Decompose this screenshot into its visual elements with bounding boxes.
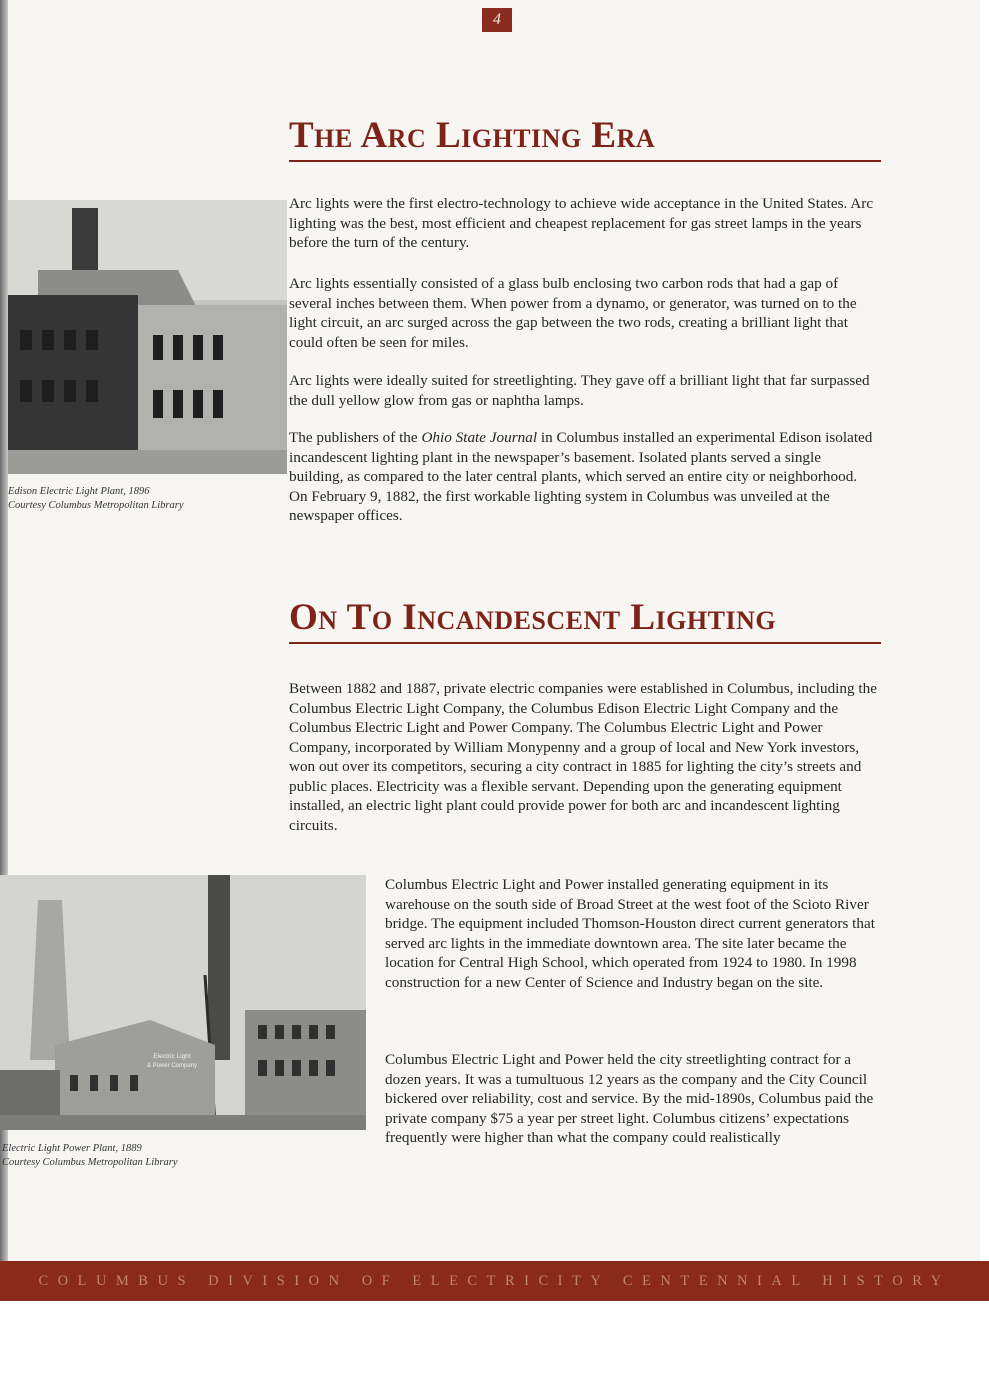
section-title-incandescent: On To Incandescent Lighting: [289, 598, 881, 644]
bottom-margin: [0, 1301, 989, 1390]
plant-sign-line2: & Power Company: [146, 1063, 198, 1069]
power-plant-image: [0, 875, 366, 1130]
newspaper-title: Ohio State Journal: [421, 429, 538, 446]
paragraph-private-companies: Between 1882 and 1887, private electric companies were established in Columbus, including the Columbus Electric Light Company, the Columbus Edison Electric Light Company and the Columbus Electric Light and Power Company. The Columbus Electric Light and Power Company, incorporated by William Monypenny and a group of local and New York investors, won out over its competitors, securing a city contract in 1885 for lighting the city’s streets and public places. Electricity was a flexible servant. Depending upon the generating equipment installed, an electric light plant could provide power for both arc and incandescent lighting circuits.: [289, 680, 877, 834]
caption-title: Electric Light Power Plant, 1889: [2, 1143, 142, 1154]
caption-credit: Courtesy Columbus Metropolitan Library: [8, 500, 184, 511]
paragraph-ohio-state-journal: [289, 428, 879, 526]
page-number: 4: [482, 8, 512, 32]
paragraph-streetlighting-contract: Columbus Electric Light and Power held the city streetlighting contract for a dozen years. It was a tumultuous 12 years as the company and the City Council bickered over reliability, cost and service. By the mid-1890s, Columbus paid the private company $75 a year per street light. Columbus citizens’ expectations frequently were higher than what the company could realistically: [385, 1051, 874, 1146]
paragraph-text: in Columbus installed an experimental Edison isolated incandescent lighting plant in the newspaper’s basement. Isolated plants served a single building, as compared to the later central plants, which served an entire city or neighborhood. On February 9, 1882, the first workable lighting system in Columbus was unveiled at the newspaper offices.: [289, 429, 873, 524]
photo-power-plant: [0, 875, 366, 1130]
footer-title: COLUMBUS DIVISION OF ELECTRICITY CENTENNIAL HISTORY: [38, 1272, 951, 1289]
paragraph-arc-streetlighting: Arc lights were ideally suited for streetlighting. They gave off a brilliant light that far surpassed the dull yellow glow from gas or naphtha lamps.: [289, 372, 870, 409]
paragraph-text: The publishers of the: [289, 429, 422, 446]
paragraph-arc-construction: Arc lights essentially consisted of a glass bulb enclosing two carbon rods that had a gap of several inches between them. When power from a dynamo, or generator, was turned on to the light circuit, an arc surged across the gap between the two rods, creating a brilliant light that could often be seen for miles.: [289, 275, 857, 351]
paragraph-arc-intro: Arc lights were the first electro-technology to achieve wide acceptance in the United States. Arc lighting was the best, most efficient and cheapest replacement for gas street lamps in the years before the turn of the century.: [289, 195, 874, 251]
caption-credit: Courtesy Columbus Metropolitan Library: [2, 1157, 178, 1168]
section-title-arc-lighting: The Arc Lighting Era: [289, 116, 881, 162]
footer-band: [0, 1261, 989, 1301]
caption-title: Edison Electric Light Plant, 1896: [8, 486, 150, 497]
caption-edison-plant: [8, 485, 268, 513]
photo-edison-plant: [8, 200, 287, 474]
page-spine-shadow: [0, 0, 8, 1340]
plant-sign-line1: Electric Light: [153, 1053, 191, 1060]
paragraph-broad-street-warehouse: Columbus Electric Light and Power installed generating equipment in its warehouse on the south side of Broad Street at the west foot of the Scioto River bridge. The equipment included Thomson-Houston direct current generators that served arc lights in the immediate downtown area. The site later became the location for Central High School, which operated from 1924 to 1980. In 1998 construction for a new Center of Science and Industry began on the site.: [385, 876, 875, 991]
factory-image: [8, 200, 287, 474]
caption-power-plant: [2, 1142, 262, 1170]
